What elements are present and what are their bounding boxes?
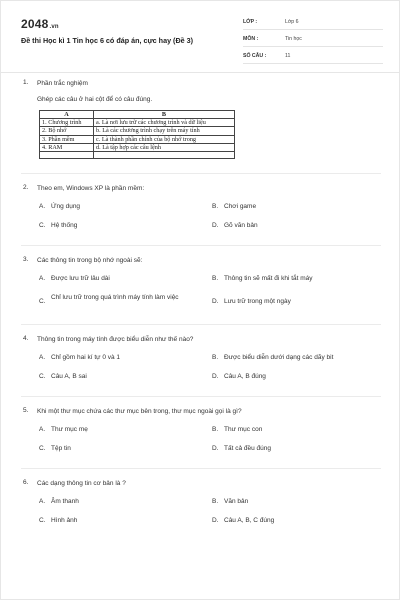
- option-b[interactable]: B. Được biểu diễn dưới dạng các dãy bit: [212, 354, 334, 362]
- question-text: Các dạng thông tin cơ bản là ?: [37, 480, 126, 488]
- option-b[interactable]: B. Văn bản: [212, 498, 249, 506]
- question-number: 3.: [23, 256, 29, 264]
- option-a[interactable]: A. Âm thanh: [39, 498, 79, 506]
- question-divider: [21, 468, 381, 469]
- question-number: 2.: [23, 184, 29, 192]
- answer-options: [37, 354, 381, 392]
- table-cell: 4. RAM: [40, 143, 94, 151]
- question-1: [21, 79, 381, 174]
- question-text: Thông tin trong máy tính được biểu diễn như thế nào?: [37, 336, 194, 344]
- option-d[interactable]: D. Câu A, B đúng: [212, 373, 266, 381]
- table-cell-empty: [94, 152, 235, 159]
- option-c[interactable]: C. Hệ thống: [39, 222, 78, 230]
- site-logo[interactable]: 2048.vn: [21, 17, 59, 31]
- answer-options: [37, 203, 381, 241]
- option-d[interactable]: D. Lưu trữ trong một ngày: [212, 298, 291, 306]
- table-cell: 1. Chương trình: [40, 119, 94, 127]
- option-c[interactable]: C. Câu A, B sai: [39, 373, 87, 381]
- table-cell: d. Là tập hợp các câu lệnh: [94, 143, 235, 151]
- column-header-b: B: [94, 111, 235, 119]
- table-cell: c. Là thành phần chính của bộ nhớ trong: [94, 135, 235, 143]
- option-a[interactable]: A. Thư mục mẹ: [39, 426, 88, 434]
- question-number: 4.: [23, 335, 29, 343]
- meta-key: LỚP :: [243, 19, 258, 25]
- meta-value: Tin học: [285, 36, 302, 42]
- question-number: 6.: [23, 479, 29, 487]
- question-6: [21, 479, 381, 536]
- meta-value: 11: [285, 53, 291, 59]
- matching-table: [39, 110, 235, 159]
- column-header-a: A: [40, 111, 94, 119]
- meta-panel: [243, 15, 383, 66]
- option-a[interactable]: A. Ứng dụng: [39, 203, 81, 211]
- option-c[interactable]: C. Chỉ lưu trữ trong quá trình máy tính làm việc: [39, 294, 179, 306]
- option-c[interactable]: C. Hình ảnh: [39, 517, 78, 525]
- table-cell-empty: [40, 152, 94, 159]
- question-number: 1.: [23, 79, 29, 86]
- question-text: Theo em, Windows XP là phần mềm:: [37, 185, 145, 193]
- answer-options: [37, 426, 381, 464]
- option-d[interactable]: D. Câu A, B, C đúng: [212, 517, 275, 525]
- question-text: Các thông tin trong bộ nhớ ngoài sẽ:: [37, 257, 143, 265]
- question-instruction: Ghép các câu ở hai cột để có câu đúng.: [37, 96, 153, 103]
- option-a[interactable]: A. Chỉ gồm hai kí tự 0 và 1: [39, 354, 121, 362]
- question-divider: [21, 396, 381, 397]
- question-4: [21, 335, 381, 397]
- header: [17, 13, 387, 69]
- option-c[interactable]: C. Tệp tin: [39, 445, 71, 453]
- table-cell: a. Là nơi lưu trữ các chương trình và dữ liệu: [94, 119, 235, 127]
- option-b[interactable]: B. Thông tin sẽ mất đi khi tắt máy: [212, 275, 313, 283]
- question-divider: [21, 245, 381, 246]
- question-number: 5.: [23, 407, 29, 415]
- meta-key: SỐ CÂU :: [243, 53, 267, 59]
- meta-row-count: [243, 49, 383, 64]
- answer-options: [37, 275, 381, 320]
- meta-row-class: [243, 15, 383, 30]
- question-text: Phần trắc nghiệm: [37, 80, 88, 87]
- header-divider: [1, 72, 400, 73]
- table-cell: b. Là các chương trình chạy trên máy tính: [94, 127, 235, 135]
- meta-value: Lớp 6: [285, 19, 299, 25]
- table-cell: 2. Bộ nhớ: [40, 127, 94, 135]
- question-text: Khi một thư mục chứa các thư mục bên trong, thư mục ngoài gọi là gì?: [37, 408, 242, 416]
- question-5: [21, 407, 381, 469]
- meta-row-subject: [243, 32, 383, 47]
- option-d[interactable]: D. Gõ văn bản: [212, 222, 258, 230]
- option-a[interactable]: A. Được lưu trữ lâu dài: [39, 275, 110, 283]
- option-b[interactable]: B. Chơi game: [212, 203, 257, 211]
- question-divider: [21, 173, 381, 174]
- question-2: [21, 184, 381, 246]
- option-d[interactable]: D. Tất cả đều đúng: [212, 445, 271, 453]
- question-divider: [21, 324, 381, 325]
- doc-title: Đề thi Học kì 1 Tin học 6 có đáp án, cực hay (Đề 3): [21, 36, 194, 45]
- answer-options: [37, 498, 381, 536]
- option-b[interactable]: B. Thư mục con: [212, 426, 263, 434]
- meta-key: MÔN :: [243, 36, 259, 42]
- question-3: [21, 256, 381, 325]
- table-cell: 3. Phần mềm: [40, 135, 94, 143]
- question-list: [21, 79, 381, 536]
